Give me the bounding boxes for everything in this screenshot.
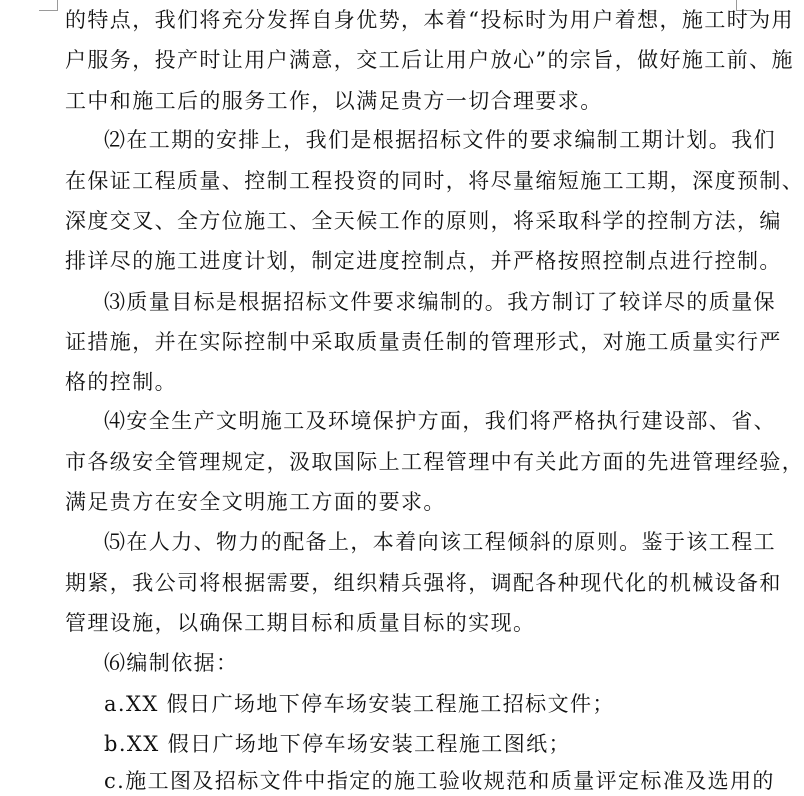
text-line: 管理设施，以确保工期目标和质量目标的实现。	[65, 611, 536, 635]
text-line: 证措施，并在实际控制中采取质量责任制的管理形式，对施工质量实行严	[65, 330, 782, 354]
text-line: 深度交叉、全方位施工、全天候工作的原则，将采取科学的控制方法，编	[65, 209, 782, 233]
text-line: 格的控制。	[65, 370, 177, 394]
crop-mark-top-left	[39, 0, 58, 11]
text-line: ⑹编制依据：	[104, 651, 239, 675]
text-line: b.XX 假日广场地下停车场安装工程施工图纸；	[104, 732, 571, 756]
text-line: 工中和施工后的服务工作，以满足贵方一切合理要求。	[65, 89, 603, 113]
text-line: ⑸在人力、物力的配备上，本着向该工程倾斜的原则。鉴于该工程工	[104, 530, 776, 554]
text-line: 满足贵方在安全文明施工方面的要求。	[65, 490, 446, 514]
text-line: 户服务，投产时让用户满意，交工后让用户放心”的宗旨，做好施工前、施	[65, 48, 794, 72]
text-line: ⑶质量目标是根据招标文件要求编制的。我方制订了较详尽的质量保	[104, 290, 776, 314]
text-line: ⑵在工期的安排上，我们是根据招标文件的要求编制工期计划。我们	[104, 128, 776, 152]
text-line: 排详尽的施工进度计划，制定进度控制点，并严格按照控制点进行控制。	[65, 249, 782, 273]
text-line: ⑷安全生产文明施工及环境保护方面，我们将严格执行建设部、省、	[104, 409, 776, 433]
text-line: 期紧，我公司将根据需要，组织精兵强将，调配各种现代化的机械设备和	[65, 571, 782, 595]
text-line: 的特点，我们将充分发挥自身优势，本着“投标时为用户着想，施工时为用	[65, 8, 794, 32]
text-line: 市各级安全管理规定，汲取国际上工程管理中有关此方面的先进管理经验，	[65, 450, 804, 474]
text-line: c.施工图及招标文件中指定的施工验收规范和质量评定标准及选用的	[104, 769, 775, 793]
text-line: 在保证工程质量、控制工程投资的同时，将尽量缩短施工工期，深度预制、	[65, 169, 804, 193]
text-line: a.XX 假日广场地下停车场安装工程施工招标文件；	[104, 692, 615, 716]
